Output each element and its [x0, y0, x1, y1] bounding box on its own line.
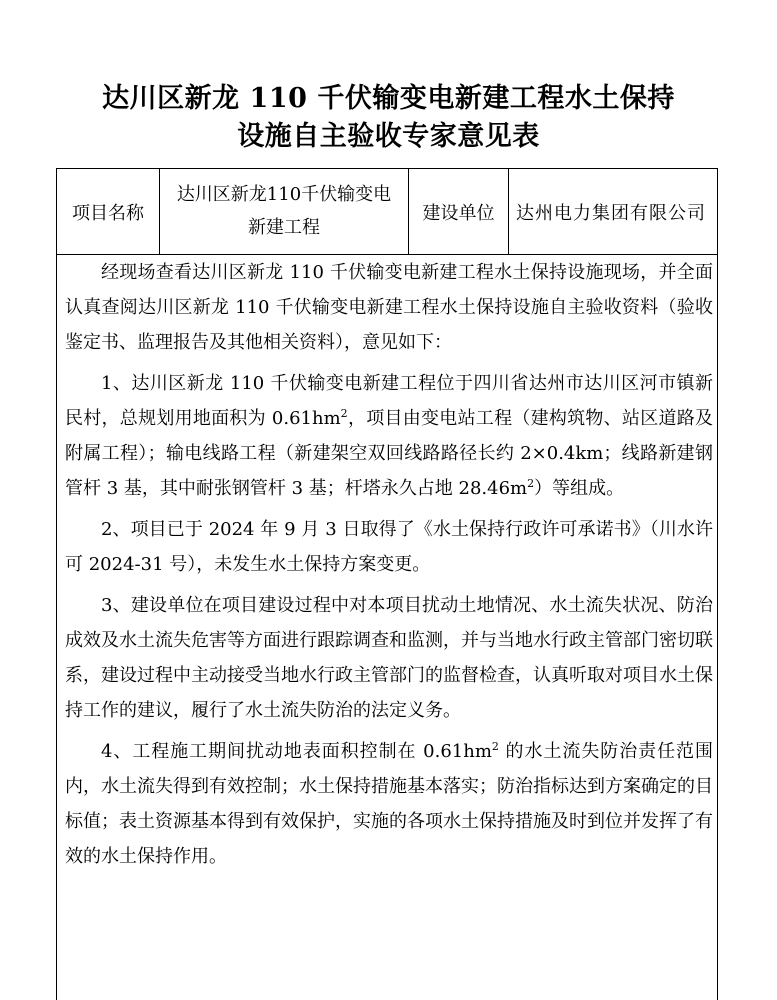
item-3-paragraph: 3、建设单位在项目建设过程中对本项目扰动土地情况、水土流失状况、防治成效及水土流失危害等方面进行跟踪调查和监测，并与当地水行政主管部门密切联系，建设过程中主动接受当地水行政主管部门的监督检查，认真听取对项目水土保持工作的建议，履行了水土流失防治的法定义务。 — [65, 595, 713, 721]
item-2-paragraph: 2、项目已于 2024 年 9 月 3 日取得了《水土保持行政许可承诺书》（川水许可 2024-31 号），未发生水土保持方案变更。 — [65, 519, 713, 575]
item-1-paragraph: 1、达川区新龙 110 千伏输变电新建工程位于四川省达州市达川区河市镇新民村，总规划用地面积为 $0.61hm^2$，项目由变电站工程（建构筑物、站区道路及附属工程）；输电线路工程（新建架空双回线路路径长约 2×0.4km；线路新建钢管杆 3 基，其中耐张钢管杆 3 基；杆塔永久占地 $28.46m^2$）等组成。 — [65, 373, 714, 499]
construction-unit-value: 达州电力集团有限公司 — [516, 202, 706, 224]
document-title-line1: 达川区新龙 110 千伏输变电新建工程水土保持 — [102, 83, 675, 114]
project-name-line2: 新建工程 — [248, 217, 320, 238]
opinion-content — [65, 255, 713, 874]
project-name-value — [160, 169, 409, 254]
document-title-line2: 设施自主验收专家意见表 — [237, 121, 540, 152]
header-row — [57, 169, 717, 255]
item-4-paragraph: 4、工程施工期间扰动地表面积控制在 $0.61hm^2$ 的水土流失防治责任范围内，水土流失得到有效控制；水土保持措施基本落实；防治指标达到方案确定的目标值；表土资源基本得到有效保护，实施的各项水土保持措施及时到位并发挥了有效的水土保持作用。 — [65, 740, 713, 867]
construction-unit-label: 建设单位 — [409, 169, 509, 254]
opinion-table — [56, 168, 718, 1000]
intro-paragraph: 经现场查看达川区新龙 110 千伏输变电新建工程水土保持设施现场，并全面认真查阅达川区新龙 110 千伏输变电新建工程水土保持设施自主验收资料（验收鉴定书、监理报告及其他相关资料），意见如下： — [65, 262, 713, 353]
project-name-label: 项目名称 — [57, 169, 160, 254]
project-name-line1: 达川区新龙110千伏输变电 — [176, 184, 392, 205]
